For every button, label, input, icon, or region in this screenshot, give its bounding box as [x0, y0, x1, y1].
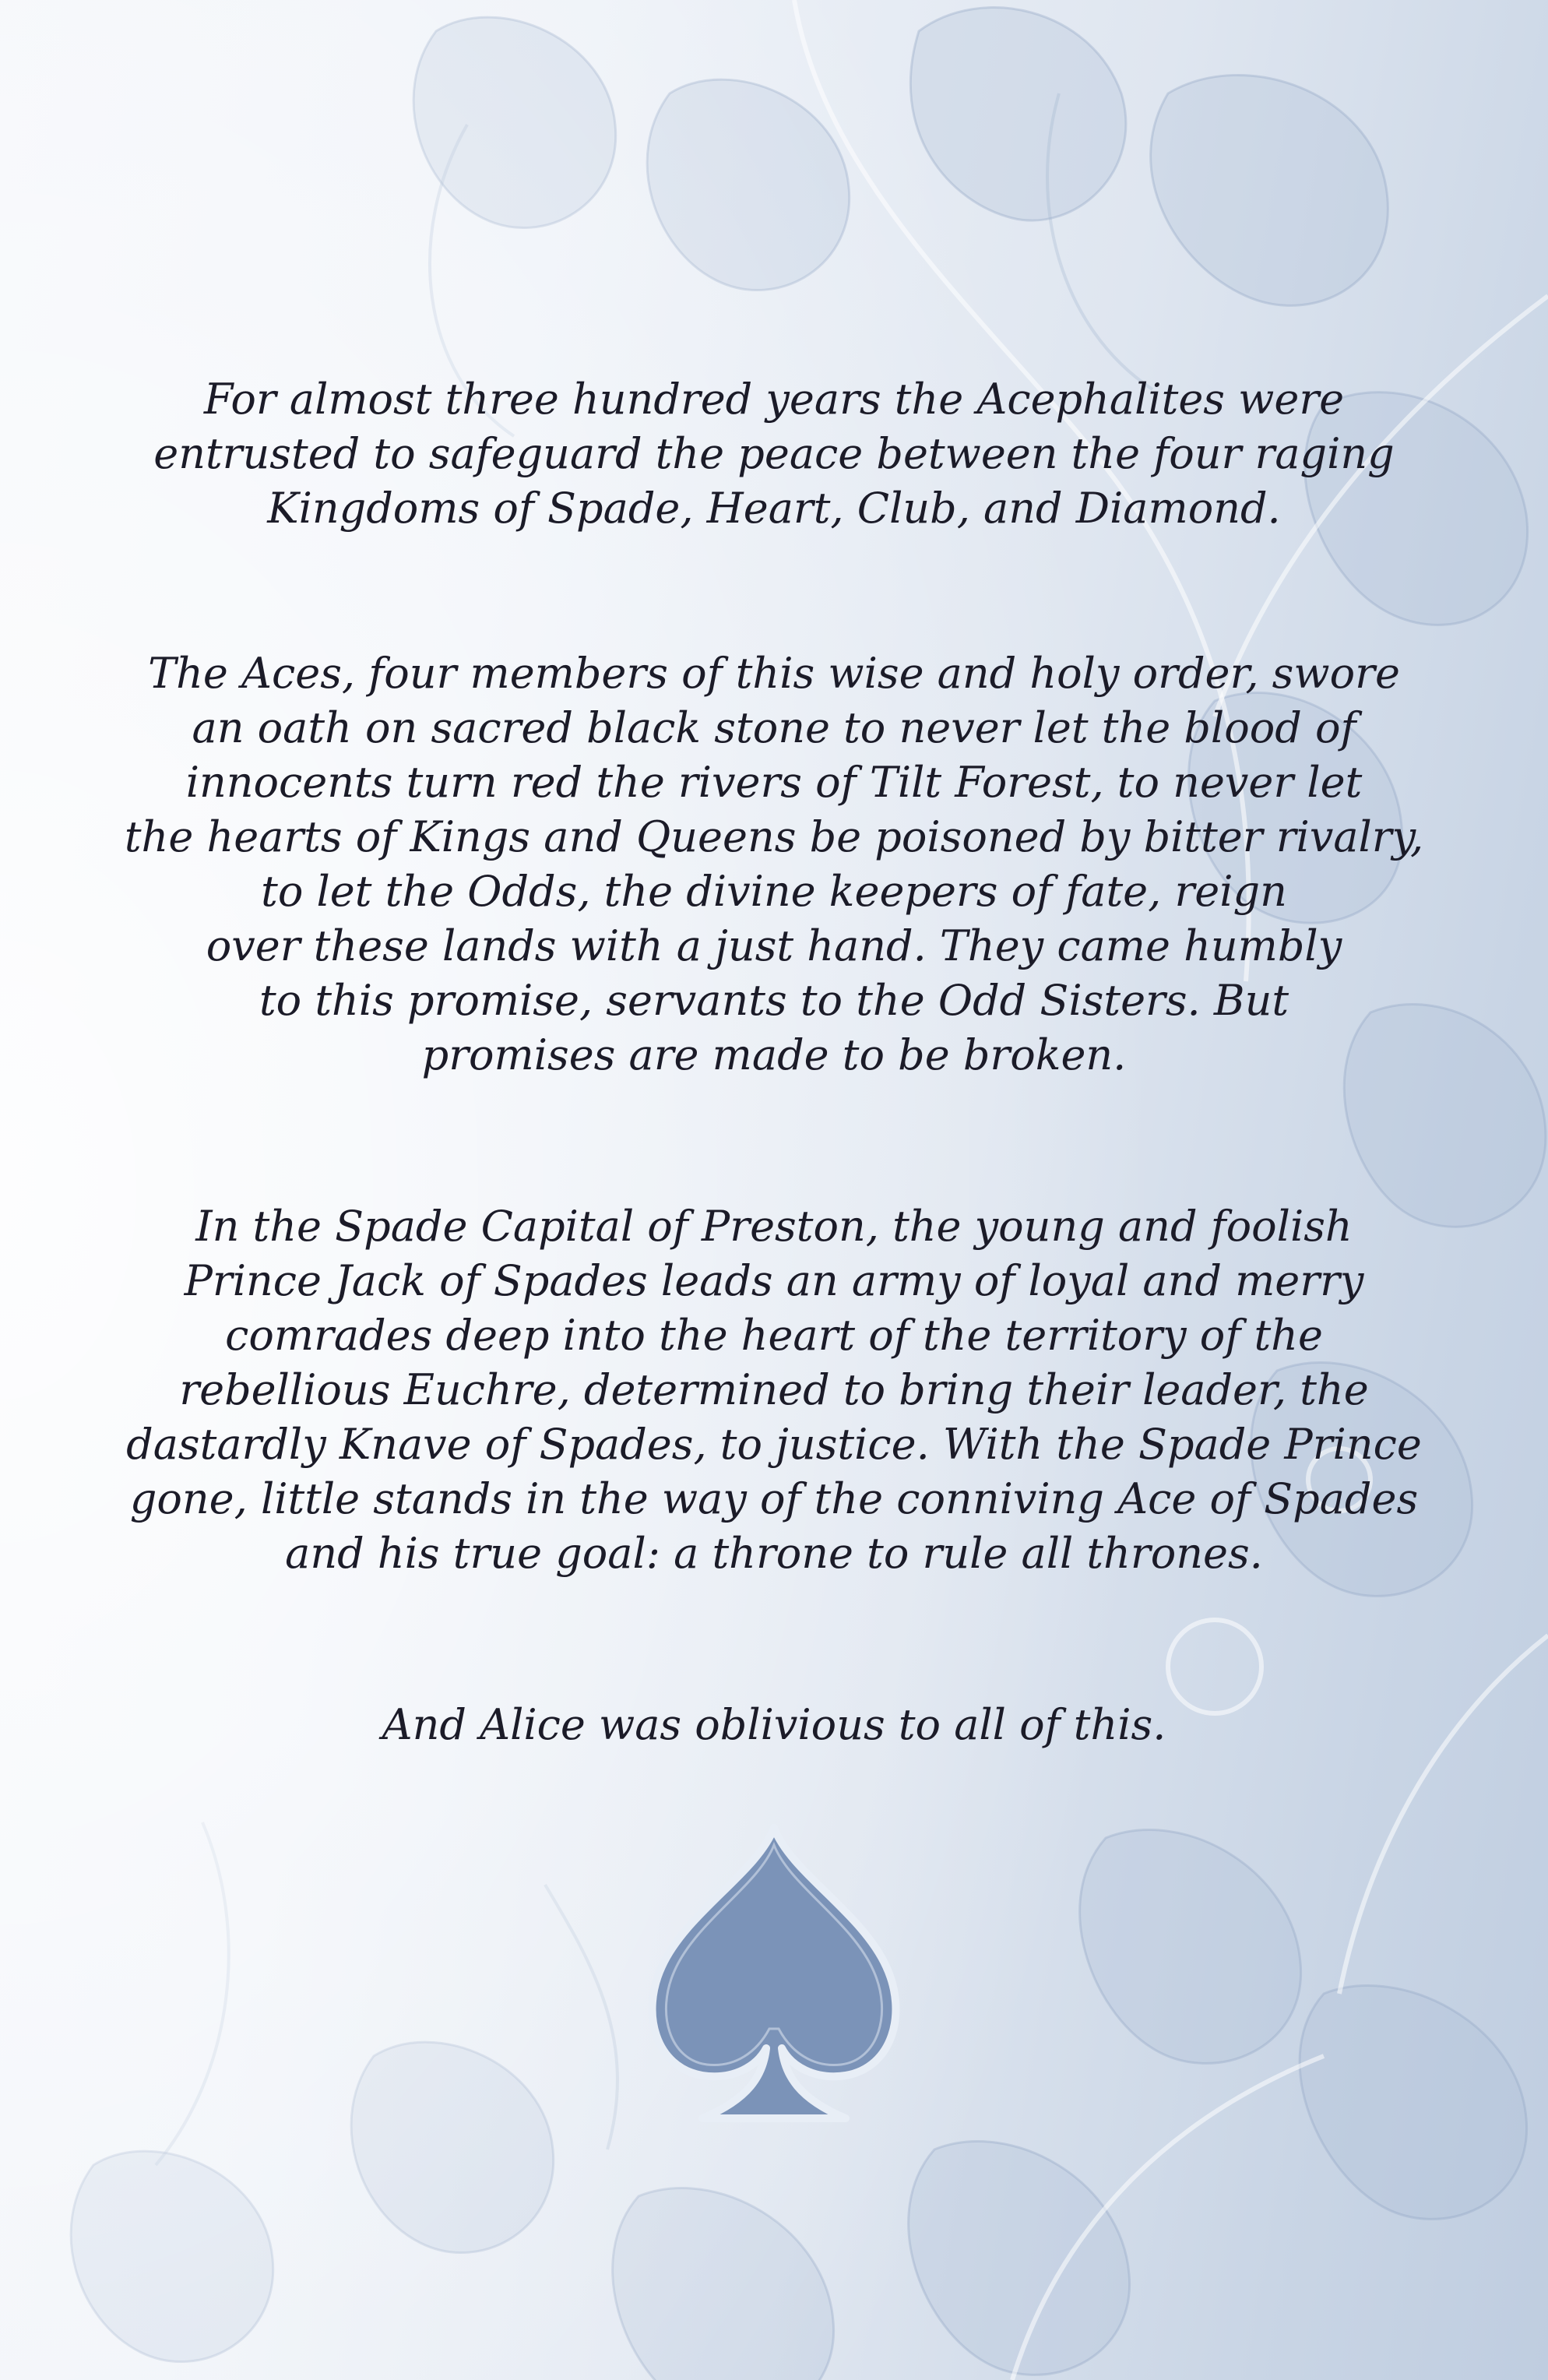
text-line: And Alice was oblivious to all of this.: [382, 1700, 1166, 1749]
text-line: promises are made to be broken.: [421, 1030, 1127, 1079]
text-line: to let the Odds, the divine keepers of fate, reign: [261, 867, 1287, 916]
closing-line: [65, 1698, 1483, 1752]
text-line: the hearts of Kings and Queens be poisoned by bitter rivalry,: [124, 812, 1424, 861]
preston-paragraph: [65, 1199, 1483, 1581]
text-line: over these lands with a just hand. They came humbly: [206, 921, 1342, 970]
text-line: and his true goal: a throne to rule all thrones.: [285, 1529, 1263, 1578]
text-line: comrades deep into the heart of the territory of the: [225, 1311, 1323, 1360]
aces-paragraph: [65, 646, 1483, 1083]
text-line: gone, little stands in the way of the conniving Ace of Spades: [129, 1474, 1419, 1523]
text-line: innocents turn red the rivers of Tilt Forest, to never let: [185, 758, 1363, 807]
text-line: to this promise, servants to the Odd Sisters. But: [259, 976, 1289, 1025]
text-line: rebellious Euchre, determined to bring their leader, the: [179, 1365, 1369, 1414]
spade-icon: [640, 1818, 908, 2130]
text-line: Prince Jack of Spades leads an army of loyal and merry: [184, 1256, 1364, 1305]
text-line: In the Spade Capital of Preston, the young and foolish: [195, 1202, 1353, 1251]
text-line: The Aces, four members of this wise and holy order, swore: [148, 649, 1400, 698]
text-line: an oath on sacred black stone to never let the blood of: [192, 703, 1356, 752]
text-line: For almost three hundred years the Acephalites were: [203, 375, 1345, 424]
text-line: Kingdoms of Spade, Heart, Club, and Diamond.: [267, 484, 1281, 533]
text-line: entrusted to safeguard the peace between the four raging: [153, 429, 1395, 478]
intro-paragraph: [65, 372, 1483, 536]
text-line: dastardly Knave of Spades, to justice. With the Spade Prince: [126, 1420, 1422, 1469]
